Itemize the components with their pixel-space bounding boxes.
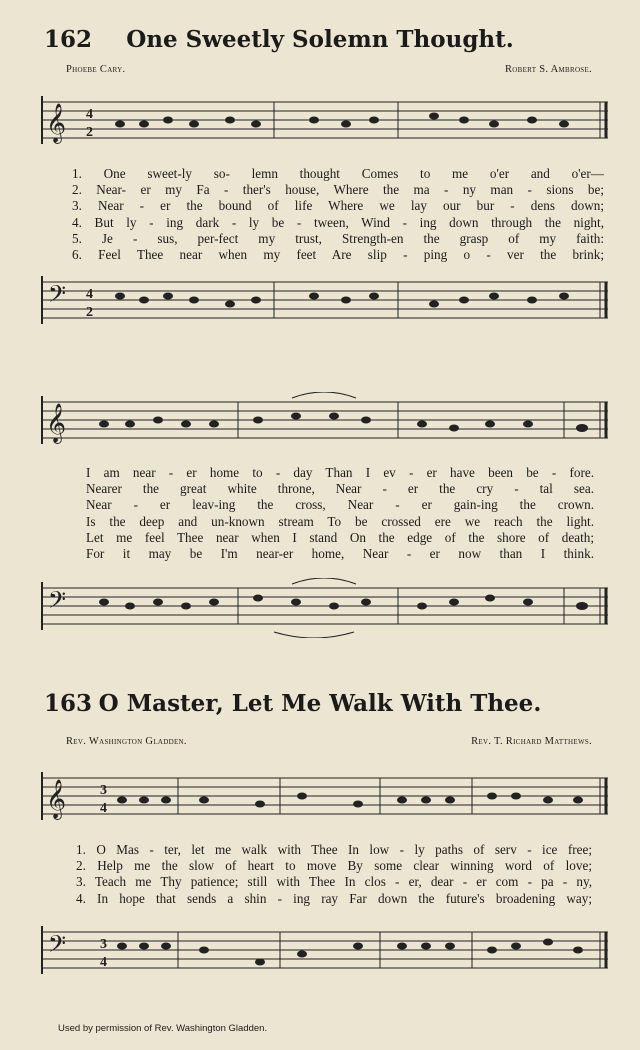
music-staff-treble [34, 392, 614, 452]
verse-line: 2. Near- er my Fa - ther's house, Where the ma - ny man - sions be; [72, 182, 604, 198]
staff-lines [34, 272, 614, 332]
svg-text:3: 3 [100, 783, 107, 798]
verse-line: 4. But ly - ing dark - ly be - tween, Wind - ing down through the night, [72, 214, 604, 230]
svg-text:4: 4 [100, 955, 107, 970]
svg-text:𝄞: 𝄞 [46, 105, 67, 142]
verse-line: 3. Near - er the bound of life Where we lay our bur - dens down; [72, 198, 604, 214]
svg-text:𝄞: 𝄞 [46, 405, 67, 442]
music-staff-bass [34, 272, 614, 332]
svg-text:𝄞: 𝄞 [46, 781, 67, 818]
verse-line: Let me feel Thee near when I stand On the edge of the shore of death; [86, 529, 594, 545]
staff-lines [34, 92, 614, 152]
svg-text:3: 3 [100, 937, 107, 952]
svg-text:4: 4 [86, 107, 93, 122]
svg-text:𝄢: 𝄢 [48, 282, 67, 313]
composer: Robert S. Ambrose. [504, 64, 592, 75]
verse-block-1 [72, 166, 604, 263]
staff-lines [34, 922, 614, 982]
hymn-163-title-bar [0, 684, 640, 724]
staff-lines [34, 768, 614, 828]
verse-line: 3. Teach me Thy patience; still with Thee In clos - er, dear - er com - pa - ny, [76, 874, 592, 890]
staff-lines [34, 578, 614, 638]
verse-line: Is the deep and un-known stream To be crossed ere we reach the light. [86, 513, 594, 529]
svg-text:2: 2 [86, 125, 93, 140]
hymn-162-title-bar [0, 20, 640, 60]
composer: Rev. T. Richard Matthews. [471, 736, 592, 747]
verse-line: 1. One sweet-ly so- lemn thought Comes to me o'er and o'er— [72, 166, 604, 181]
verse-line: 1. O Mas - ter, let me walk with Thee In low - ly paths of serv - ice free; [76, 842, 592, 857]
verse-line: 2. Help me the slow of heart to move By some clear winning word of love; [76, 858, 592, 874]
svg-text:2: 2 [86, 305, 93, 320]
verse-line: 4. In hope that sends a shin - ing ray Far down the future's broadening way; [76, 890, 592, 906]
svg-text:4: 4 [100, 801, 107, 816]
svg-text:4: 4 [86, 287, 93, 302]
verse-block-2 [86, 465, 594, 562]
verse-line: 6. Feel Thee near when my feet Are slip - ping o - ver the brink; [72, 246, 604, 262]
verse-block-3 [76, 842, 592, 907]
music-staff-bass [34, 922, 614, 982]
hymn-title: O Master, Let Me Walk With Thee. [98, 690, 542, 717]
verse-line: Near - er leav-ing the cross, Near - er gain-ing the crown. [86, 497, 594, 513]
permission-footnote: Used by permission of Rev. Washington Gladden. [58, 1023, 268, 1034]
verse-line: I am near - er home to - day Than I ev - er have been be - fore. [86, 465, 594, 480]
hymn-163-credits [66, 736, 592, 752]
svg-text:𝄢: 𝄢 [48, 932, 67, 963]
lyricist: Phoebe Cary. [66, 64, 126, 75]
hymn-title: One Sweetly Solemn Thought. [126, 26, 514, 53]
hymn-number: 162 [44, 26, 93, 53]
verse-line: 5. Je - sus, per-fect my trust, Strength-en the grasp of my faith: [72, 230, 604, 246]
hymn-162-credits [66, 64, 592, 80]
staff-lines [34, 392, 614, 452]
lyricist: Rev. Washington Gladden. [66, 736, 187, 747]
hymn-number: 163 [44, 690, 93, 717]
verse-line: Nearer the great white throne, Near - er the cry - tal sea. [86, 481, 594, 497]
verse-line: For it may be I'm near-er home, Near - er now than I think. [86, 545, 594, 561]
svg-text:𝄢: 𝄢 [48, 588, 67, 619]
music-staff-treble [34, 92, 614, 152]
music-staff-bass [34, 578, 614, 638]
music-staff-treble [34, 768, 614, 828]
